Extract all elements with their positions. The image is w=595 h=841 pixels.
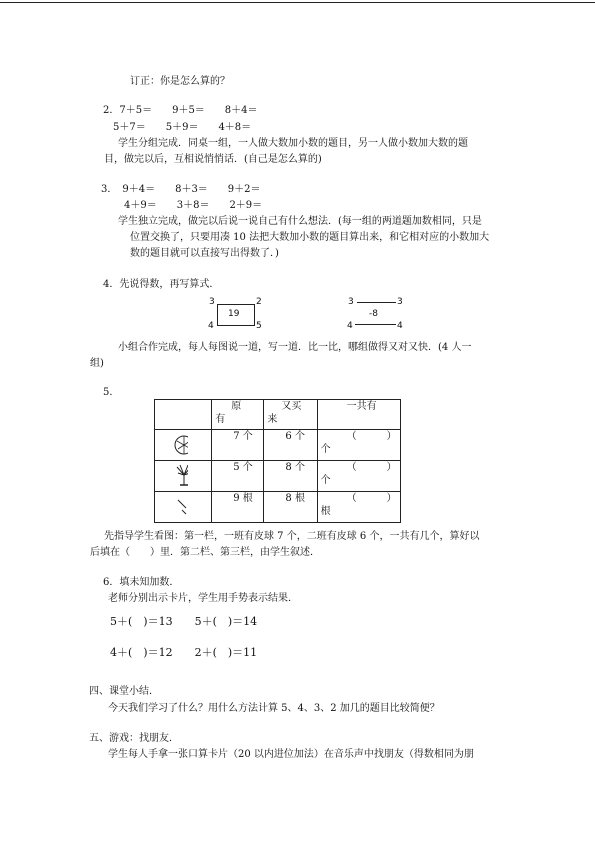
header-bought-a: 又买 xyxy=(281,401,302,412)
table-header-bought xyxy=(264,400,317,430)
diagram2-bottom-line xyxy=(355,324,396,325)
row1-total-paren: （ ） xyxy=(346,431,397,442)
table-header-row xyxy=(155,400,401,430)
section4-title: 四、课堂小结． xyxy=(89,686,159,697)
section5-description: 学生每人手拿一张口算卡片（20 以内进位加法）在音乐声中找朋友（得数相同为朋 xyxy=(108,749,474,760)
header-rule xyxy=(0,2,595,3)
s3-description-line3: 数的题目就可以直接写出得数了．) xyxy=(130,248,279,259)
diagram1-top-left: 3 xyxy=(209,297,215,307)
s5-title: 5． xyxy=(103,387,120,398)
table-header-original xyxy=(212,400,264,430)
s2-equations-row2: 5＋7＝ 5＋9＝ 4＋8＝ xyxy=(113,122,252,133)
row3-bought xyxy=(264,492,317,523)
row1-original-value: 7 个 xyxy=(233,431,253,442)
table-row xyxy=(155,461,401,492)
header-bought-b: 来 xyxy=(267,414,278,425)
row2-bought-value: 8 个 xyxy=(285,462,305,473)
row3-original xyxy=(212,492,264,523)
row2-total xyxy=(317,461,400,492)
diagram2-bottom-left: 4 xyxy=(347,321,353,331)
row2-bought xyxy=(264,461,317,492)
s6-equations-row2: 4＋( )＝12 2＋( )＝11 xyxy=(110,646,258,659)
s3-equations-row1: 3． 9＋4＝ 8＋3＝ 9＋2＝ xyxy=(101,184,261,195)
row3-icon-cell xyxy=(155,492,212,523)
s6-equations-row1: 5＋( )＝13 5＋( )＝14 xyxy=(110,615,258,628)
row1-bought-value: 6 个 xyxy=(285,431,305,442)
s4-description-line1: 小组合作完成，每人每图说一道，写一道．比一比，哪组做得又对又快．(4 人一 xyxy=(118,342,472,353)
s3-description-line2: 位置交换了，只要用凑 10 法把大数加小数的题目算出来，和它相对应的小数加大 xyxy=(130,232,490,243)
diagram2-center: -8 xyxy=(369,309,378,319)
header-original-a: 原 xyxy=(231,401,242,412)
row3-total xyxy=(317,492,400,523)
header-original-b: 有 xyxy=(215,414,226,425)
row2-total-unit: 个 xyxy=(320,475,331,486)
diagram1-center: 19 xyxy=(228,309,240,319)
s2-description-line2: 目，做完以后，互相说悄悄话．(自己是怎么算的) xyxy=(104,154,322,165)
s3-description-line1: 学生独立完成，做完以后说一说自己有什么想法．(每一组的两道题加数相同，只是 xyxy=(118,216,482,227)
row1-total-unit: 个 xyxy=(320,444,331,455)
row3-total-paren: （ ） xyxy=(346,493,397,504)
ball-icon xyxy=(158,430,188,456)
row1-bought xyxy=(264,430,317,461)
diagram2-top-line xyxy=(357,302,396,303)
s6-title: 6．填未知加数． xyxy=(103,577,180,588)
table-corner-cell xyxy=(155,400,212,430)
diagram2-top-left: 3 xyxy=(348,297,354,307)
diagram1-top-right: 2 xyxy=(256,297,262,307)
row2-original xyxy=(212,461,264,492)
stick-icon xyxy=(158,492,188,518)
s5-description-line2: 后填在（ ）里．第二栏、第三栏，由学生叙述． xyxy=(90,547,320,558)
diagram2-bottom-right: 4 xyxy=(397,321,403,331)
row1-total xyxy=(317,430,400,461)
header-total: 一共有 xyxy=(346,401,377,412)
row1-original xyxy=(212,430,264,461)
row1-icon-cell xyxy=(155,430,212,461)
row2-total-paren: （ ） xyxy=(346,462,397,473)
s4-title: 4．先说得数，再写算式． xyxy=(103,279,220,290)
row2-icon-cell xyxy=(155,461,212,492)
row2-original-value: 5 个 xyxy=(233,462,253,473)
section4-description: 今天我们学习了什么？用什么方法计算 5、4、3、2 加几的题目比较简便？ xyxy=(108,703,440,714)
flower-icon xyxy=(158,461,188,487)
s4-description-line2: 组) xyxy=(90,358,104,369)
s6-description: 老师分别出示卡片，学生用手势表示结果． xyxy=(108,593,298,604)
row3-bought-value: 8 根 xyxy=(285,493,305,504)
purchase-table xyxy=(154,399,401,523)
diagram1-bottom-left: 4 xyxy=(208,321,214,331)
table-row xyxy=(155,492,401,523)
row3-total-unit: 根 xyxy=(320,506,331,517)
table-row xyxy=(155,430,401,461)
correction-line: 订正：你是怎么算的？ xyxy=(130,76,230,87)
table-header-total xyxy=(317,400,400,430)
diagram1-bottom-right: 5 xyxy=(256,321,262,331)
s2-description-line1: 学生分组完成．同桌一组，一人做大数加小数的题目，另一人做小数加大数的题 xyxy=(118,138,468,149)
row3-original-value: 9 根 xyxy=(233,493,253,504)
diagram2-top-right: 3 xyxy=(397,297,403,307)
s5-description-line1: 先指导学生看图：第一栏，一班有皮球 7 个，二班有皮球 6 个，一共有几个，算好以 xyxy=(104,531,480,542)
s2-equations-row1: 2．7＋5＝ 9＋5＝ 8＋4＝ xyxy=(103,105,258,116)
s3-equations-row2: 4＋9＝ 3＋8＝ 2＋9＝ xyxy=(124,200,263,211)
section5-title: 五、游戏：找朋友． xyxy=(89,733,179,744)
